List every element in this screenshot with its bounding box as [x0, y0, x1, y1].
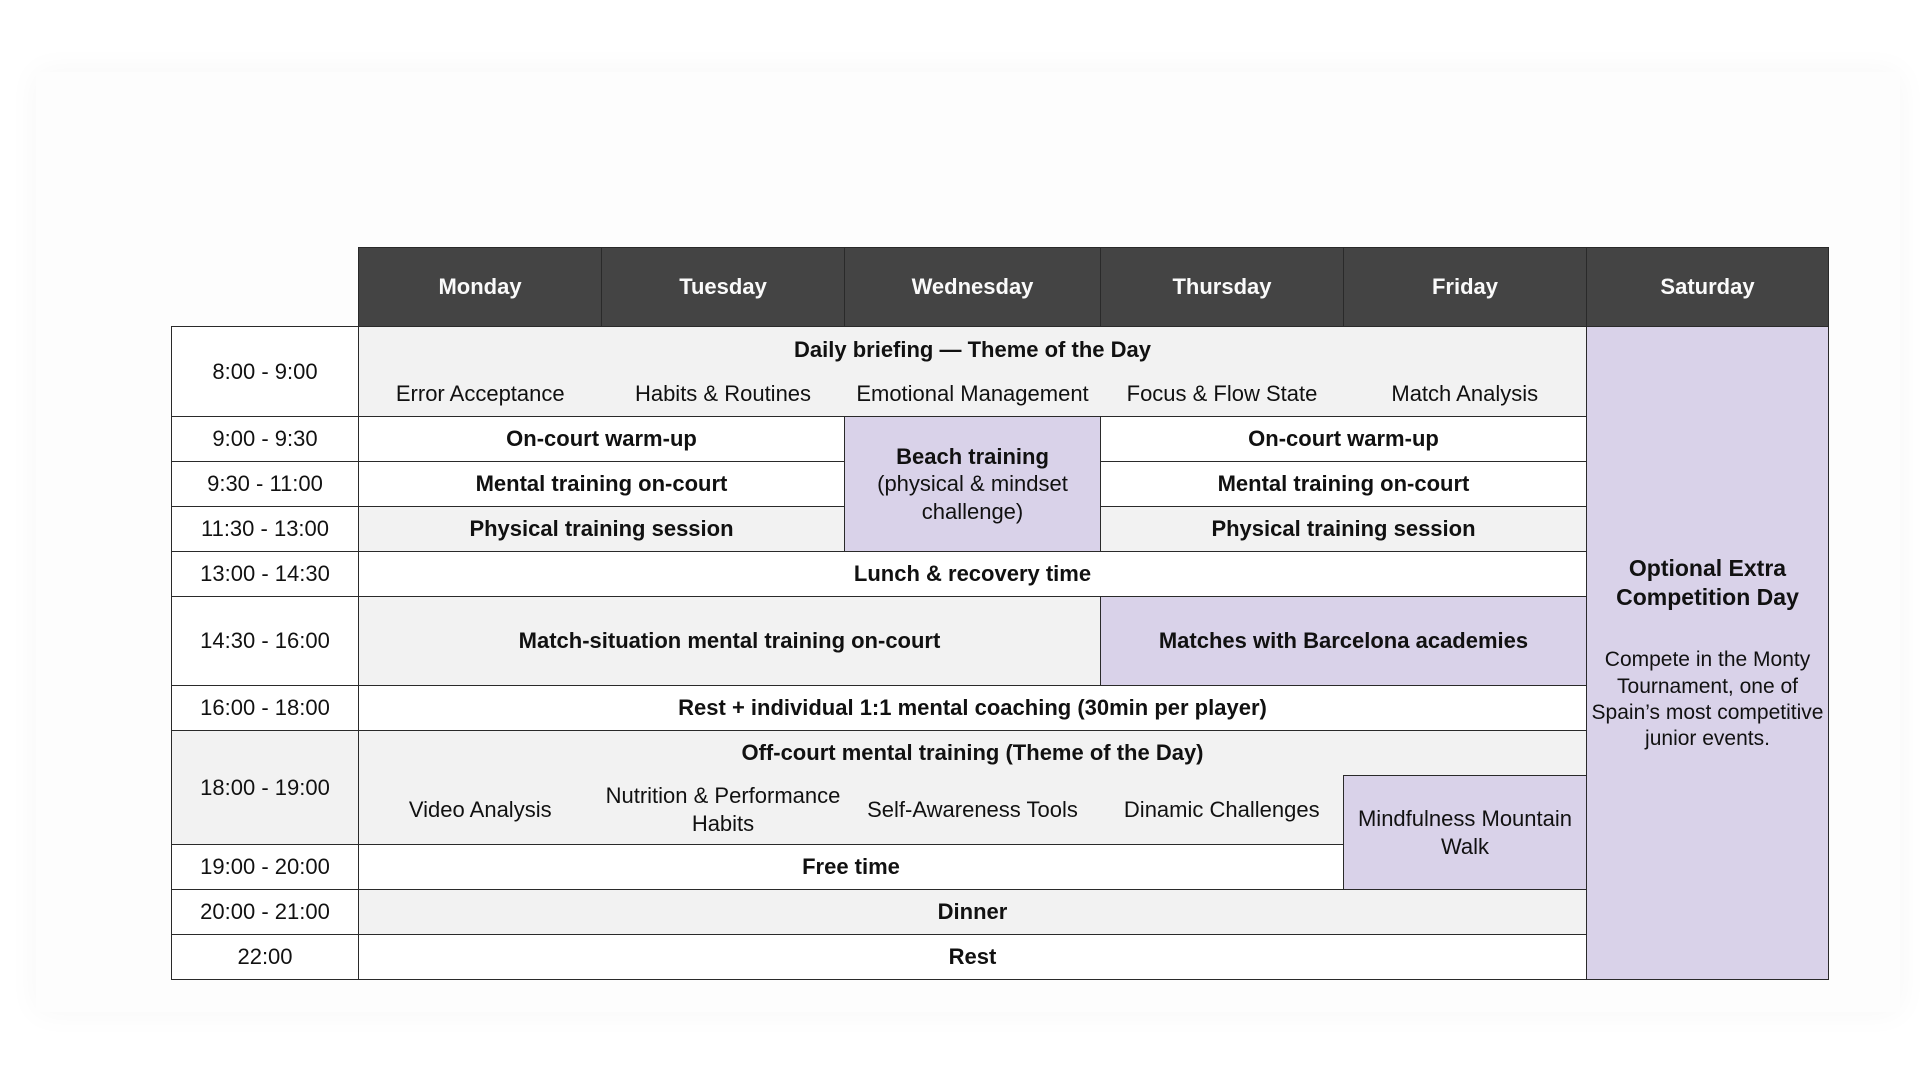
day-header-thursday: Thursday — [1101, 248, 1344, 327]
offcourt-monday: Video Analysis — [359, 776, 602, 845]
row-rest — [172, 935, 1829, 980]
row-warmup — [172, 417, 1829, 462]
rest-cell: Rest — [359, 935, 1587, 980]
corner-cell — [172, 248, 359, 327]
time-cell: 11:30 - 13:00 — [172, 507, 359, 552]
row-lunch — [172, 552, 1829, 597]
row-briefing-themes — [172, 372, 1829, 417]
saturday-description: Compete in the Monty Tournament, one of Spain’s most competitive junior events. — [1591, 648, 1824, 750]
rest-coaching-cell: Rest + individual 1:1 mental coaching (30min per player) — [359, 686, 1587, 731]
time-cell: 22:00 — [172, 935, 359, 980]
free-time-cell: Free time — [359, 845, 1344, 890]
day-header-tuesday: Tuesday — [602, 248, 845, 327]
saturday-competition-cell — [1587, 327, 1829, 980]
row-dinner — [172, 890, 1829, 935]
time-cell: 16:00 - 18:00 — [172, 686, 359, 731]
theme-friday: Match Analysis — [1344, 372, 1587, 417]
physical-thu-fri: Physical training session — [1101, 507, 1587, 552]
theme-wednesday: Emotional Management — [845, 372, 1101, 417]
time-cell: 20:00 - 21:00 — [172, 890, 359, 935]
offcourt-thursday: Dinamic Challenges — [1101, 776, 1344, 845]
time-cell: 14:30 - 16:00 — [172, 597, 359, 686]
slide — [36, 72, 1900, 1012]
time-cell: 8:00 - 9:00 — [172, 327, 359, 417]
match-situation-cell: Match-situation mental training on-court — [359, 597, 1101, 686]
time-cell: 19:00 - 20:00 — [172, 845, 359, 890]
row-match — [172, 597, 1829, 686]
time-cell: 18:00 - 19:00 — [172, 731, 359, 845]
dinner-cell: Dinner — [359, 890, 1587, 935]
time-cell: 9:30 - 11:00 — [172, 462, 359, 507]
theme-monday: Error Acceptance — [359, 372, 602, 417]
day-header-friday: Friday — [1344, 248, 1587, 327]
header-row — [172, 248, 1829, 327]
mental-oncourt-mon-tue: Mental training on-court — [359, 462, 845, 507]
offcourt-wednesday: Self-Awareness Tools — [845, 776, 1101, 845]
warmup-mon-tue: On-court warm-up — [359, 417, 845, 462]
day-header-saturday: Saturday — [1587, 248, 1829, 327]
physical-mon-tue: Physical training session — [359, 507, 845, 552]
row-offcourt-items — [172, 776, 1829, 845]
mindfulness-walk-cell: Mindfulness Mountain Walk — [1344, 776, 1587, 890]
offcourt-title: Off-court mental training (Theme of the Day) — [359, 731, 1587, 776]
row-briefing-title — [172, 327, 1829, 372]
row-offcourt-title — [172, 731, 1829, 776]
day-header-monday: Monday — [359, 248, 602, 327]
lunch-cell: Lunch & recovery time — [359, 552, 1587, 597]
warmup-thu-fri: On-court warm-up — [1101, 417, 1587, 462]
day-header-wednesday: Wednesday — [845, 248, 1101, 327]
row-rest-coaching — [172, 686, 1829, 731]
time-cell: 13:00 - 14:30 — [172, 552, 359, 597]
theme-tuesday: Habits & Routines — [602, 372, 845, 417]
saturday-title: Optional Extra Competition Day — [1616, 554, 1799, 610]
beach-training-subtitle: (physical & mindset challenge) — [877, 471, 1068, 524]
weekly-schedule-table — [171, 247, 1829, 980]
offcourt-tuesday: Nutrition & Performance Habits — [602, 776, 845, 845]
daily-briefing-title: Daily briefing — Theme of the Day — [359, 327, 1587, 372]
time-cell: 9:00 - 9:30 — [172, 417, 359, 462]
theme-thursday: Focus & Flow State — [1101, 372, 1344, 417]
beach-training-title: Beach training — [896, 443, 1049, 469]
mental-oncourt-thu-fri: Mental training on-court — [1101, 462, 1587, 507]
beach-training-cell — [845, 417, 1101, 552]
barcelona-matches-cell: Matches with Barcelona academies — [1101, 597, 1587, 686]
